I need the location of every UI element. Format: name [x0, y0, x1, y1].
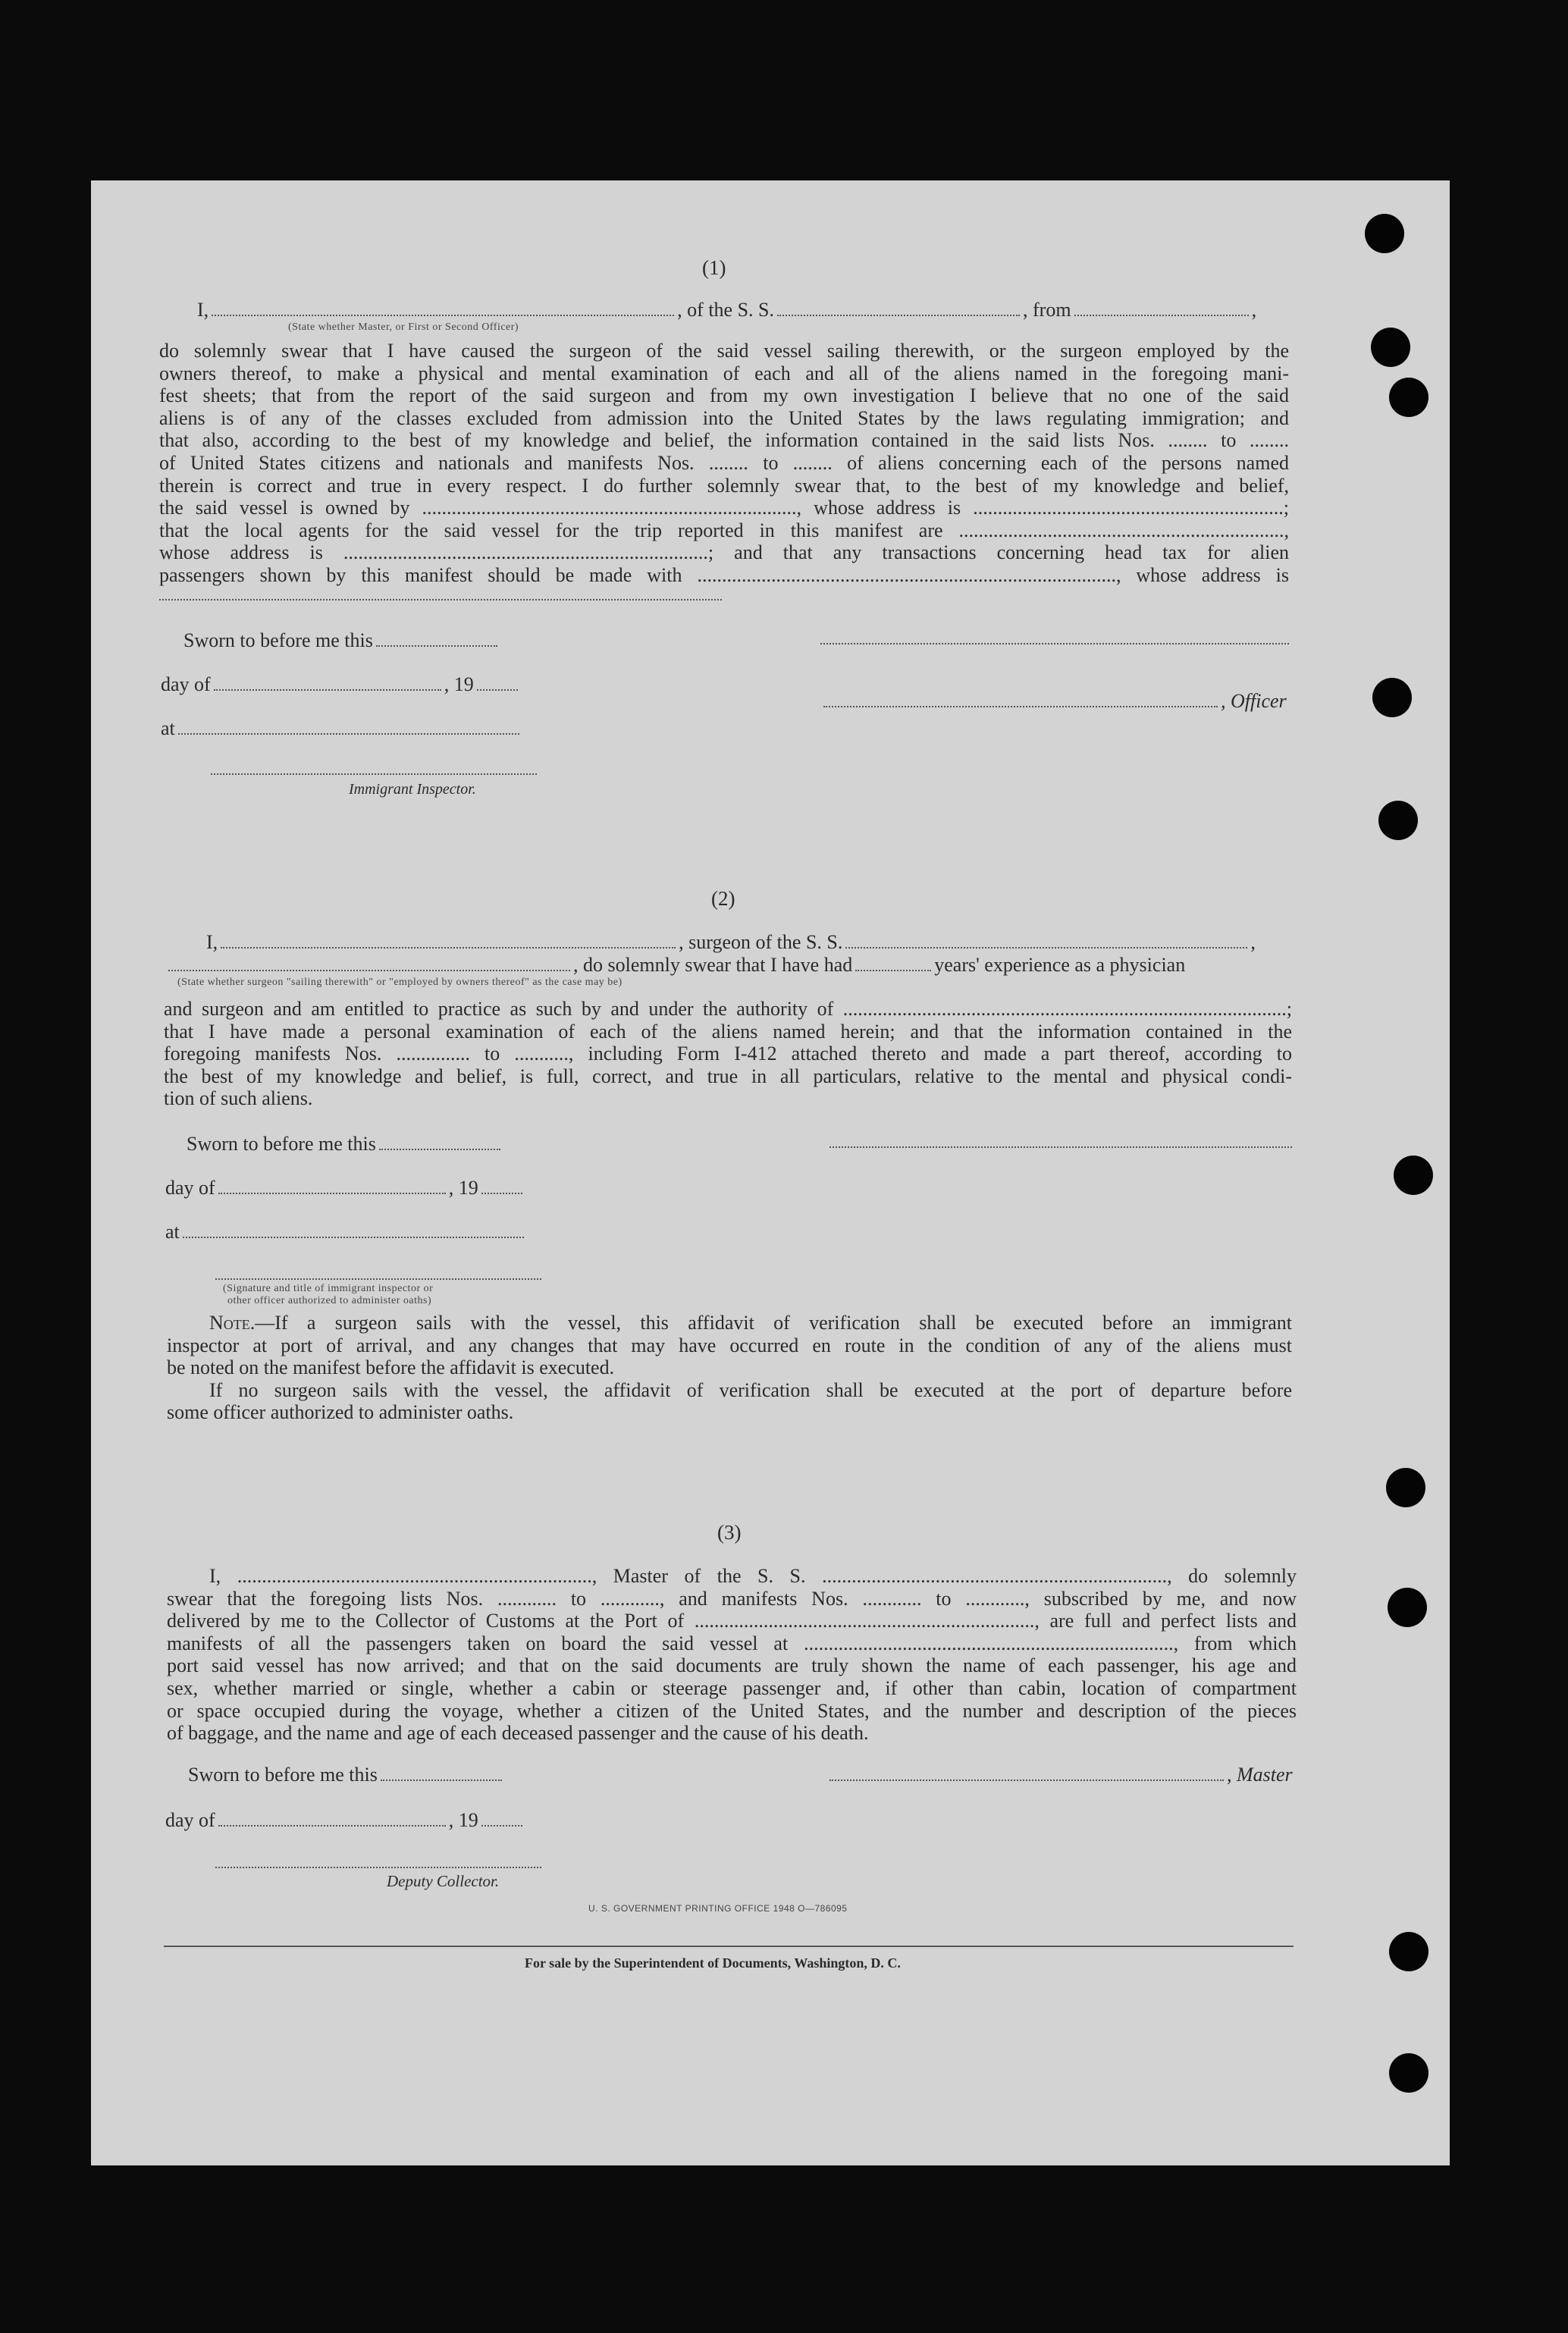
text: Sworn to before me this — [183, 629, 373, 651]
text: , 19 — [448, 1809, 478, 1831]
blank-vessel-name[interactable] — [845, 944, 1247, 949]
sworn-line-2 — [187, 1133, 503, 1156]
master-line — [826, 1764, 1293, 1786]
text: at — [165, 1221, 180, 1243]
body-line: sex, whether married or single, whether a cabin or steerage passenger and, if other than cabin, location of compartment — [167, 1676, 1297, 1699]
sworn-line-3 — [188, 1764, 505, 1786]
body-line: passengers shown by this manifest should be made with ....................................................................................., whose address is — [159, 563, 1289, 586]
officer-signature-blank[interactable] — [820, 643, 1289, 644]
text: , from — [1023, 299, 1071, 321]
blank-sworn-day[interactable] — [379, 1146, 500, 1150]
signature-hint-2: other officer authorized to administer oaths) — [227, 1295, 432, 1306]
surgeon-signature-blank[interactable] — [829, 1146, 1292, 1148]
signature-hint-1: (Signature and title of immigrant inspector or — [223, 1283, 434, 1294]
text: , 19 — [444, 673, 474, 695]
note-label: Note. — [209, 1312, 256, 1334]
body-line: and surgeon and am entitled to practice as such by and under the authority of ..........................................................................................; — [164, 998, 1292, 1020]
note-line: be noted on the manifest before the affidavit is executed. — [167, 1356, 615, 1379]
text: , — [1250, 931, 1256, 953]
text: , Master — [1227, 1764, 1293, 1786]
blank-officer-title[interactable] — [823, 703, 1218, 707]
blank-year[interactable] — [481, 1822, 522, 1827]
blank-surgeon-name[interactable] — [221, 944, 676, 949]
body-line: port said vessel has now arrived; and that on the said documents are truly shown the name of each passenger, his age and — [167, 1654, 1297, 1677]
section-1-first-line — [197, 299, 1289, 321]
note-line: some officer authorized to administer oaths. — [167, 1401, 514, 1424]
text: , — [1251, 299, 1257, 321]
blank-sworn-day[interactable] — [376, 642, 497, 647]
officer-hint: (State whether Master, or First or Second Officer) — [288, 321, 519, 333]
printing-office-imprint: U. S. GOVERNMENT PRINTING OFFICE 1948 O—786095 — [588, 1903, 848, 1914]
blank-master-signature[interactable] — [829, 1776, 1224, 1781]
surgeon-hint: (State whether surgeon "sailing therewith" or "employed by owners thereof" as the case may be) — [177, 977, 622, 988]
body-line: tion of such aliens. — [164, 1087, 313, 1110]
blank-officer-field[interactable] — [212, 312, 674, 316]
blank-month[interactable] — [214, 686, 441, 691]
blank-surgeon-status[interactable] — [168, 967, 570, 971]
body-line: aliens is of any of the classes excluded from admission into the United States by the laws regulating immigration; and — [159, 406, 1289, 429]
note-paragraph — [167, 1312, 1292, 1424]
day-line-1 — [161, 673, 521, 696]
text: I, — [197, 299, 209, 321]
section-2-number: (2) — [711, 887, 735, 910]
text: —If a surgeon sails with the vessel, this affidavit of verification shall be executed before an immigrant — [255, 1312, 1292, 1334]
body-line: fest sheets; that from the report of the said surgeon and from my own investigation I believe that no one of the said — [159, 384, 1289, 407]
section-1-body — [159, 340, 1289, 587]
body-line: delivered by me to the Collector of Customs at the Port of ....................................................................., are full and perfect lists and — [167, 1610, 1297, 1632]
blank-sworn-day[interactable] — [381, 1776, 502, 1781]
text: years' experience as a physician — [934, 954, 1186, 976]
officer-line — [820, 690, 1287, 713]
section-3-number: (3) — [717, 1521, 742, 1544]
blank-year[interactable] — [477, 686, 518, 691]
footer-rule — [164, 1946, 1294, 1947]
body-line: whose address is ..........................................................................; and that any transactions concerning head tax for alien — [159, 541, 1289, 564]
blank-place[interactable] — [183, 1234, 524, 1238]
blank-vessel-field[interactable] — [777, 312, 1020, 316]
body-line: the said vessel is owned by ............................................................................, whose address is ...............................................................; — [159, 497, 1289, 519]
text: , surgeon of the S. S. — [679, 931, 843, 953]
body-line: swear that the foregoing lists Nos. ............ to ............, and manifests Nos. ............ to ............, subscribed by me, and now — [167, 1587, 1297, 1610]
punch-hole — [1386, 1468, 1425, 1507]
sworn-line-1 — [183, 629, 500, 652]
body-line: of United States citizens and nationals and manifests Nos. ........ to ........ of aliens concerning each of the persons named — [159, 451, 1289, 474]
text: Sworn to before me this — [188, 1764, 378, 1786]
blank-from-field[interactable] — [1074, 312, 1249, 316]
sale-notice: For sale by the Superintendent of Documents, Washington, D. C. — [525, 1955, 901, 1971]
section-2-first-line — [206, 931, 1256, 954]
blank-years[interactable] — [855, 967, 931, 971]
collector-label: Deputy Collector. — [387, 1872, 500, 1890]
body-line: owners thereof, to make a physical and mental examination of each and all of the aliens named in the foregoing mani- — [159, 362, 1289, 384]
punch-hole — [1372, 678, 1412, 717]
punch-hole — [1389, 378, 1428, 417]
body-line: therein is correct and true in every respect. I do further solemnly swear that, to the best of my knowledge and belief, — [159, 474, 1289, 497]
text: I, — [206, 931, 218, 953]
text: , do solemnly swear that I have had — [573, 954, 853, 976]
punch-hole — [1389, 2053, 1428, 2093]
body-line: that also, according to the best of my knowledge and belief, the information contained in the said lists Nos. ........ to ........ — [159, 429, 1289, 452]
punch-hole — [1389, 1932, 1428, 1971]
continuation-blank[interactable] — [159, 599, 722, 600]
at-line-2 — [165, 1221, 527, 1243]
section-2-body — [164, 998, 1292, 1110]
day-line-2 — [165, 1177, 525, 1199]
text: day of — [161, 673, 211, 695]
body-line: or space occupied during the voyage, whether a citizen of the United States, and the number and description of the pieces — [167, 1699, 1297, 1722]
body-line: the best of my knowledge and belief, is full, correct, and true in all particulars, relative to the mental and physical condi- — [164, 1065, 1292, 1087]
punch-hole — [1365, 214, 1404, 253]
punch-hole — [1388, 1588, 1427, 1627]
collector-signature-blank[interactable] — [215, 1867, 541, 1868]
inspector-label: Immigrant Inspector. — [349, 781, 476, 798]
administering-officer-signature-blank[interactable] — [215, 1278, 541, 1280]
text: , 19 — [448, 1177, 478, 1199]
day-line-3 — [165, 1809, 525, 1832]
blank-place[interactable] — [178, 730, 519, 735]
blank-month[interactable] — [218, 1190, 446, 1194]
body-line: that I have made a personal examination of each of the aliens named herein; and that the information contained in the — [164, 1020, 1292, 1043]
section-3-body — [167, 1565, 1297, 1745]
body-line: of baggage, and the name and age of each deceased passenger and the cause of his death. — [167, 1722, 869, 1745]
blank-month[interactable] — [218, 1822, 446, 1827]
body-line: do solemnly swear that I have caused the surgeon of the said vessel sailing therewith, or the surgeon employed by the — [159, 340, 1289, 362]
note-line: If no surgeon sails with the vessel, the affidavit of verification shall be executed at the port of departure before — [209, 1378, 1292, 1401]
punch-hole — [1394, 1156, 1433, 1195]
blank-year[interactable] — [481, 1190, 522, 1194]
punch-hole — [1371, 328, 1410, 367]
body-line: that the local agents for the said vessel for the trip reported in this manifest are .................................................................., — [159, 519, 1289, 541]
text: at — [161, 717, 175, 739]
text: day of — [165, 1177, 215, 1199]
inspector-signature-blank[interactable] — [211, 773, 537, 775]
body-line: I, ........................................................................, Master of the S. S. ......................................................................, do solemnly — [209, 1565, 1297, 1587]
note-line: inspector at port of arrival, and any changes that may have occurred en route in the condition of any of the aliens must — [167, 1334, 1292, 1356]
text: , of the S. S. — [677, 299, 775, 321]
note-first-line — [167, 1312, 1292, 1334]
body-line: manifests of all the passengers taken on board the said vessel at ..........................................................................., from which — [167, 1632, 1297, 1654]
text: day of — [165, 1809, 215, 1831]
text: Sworn to before me this — [187, 1133, 376, 1155]
text: , Officer — [1221, 690, 1287, 712]
section-2-second-line — [165, 954, 1185, 977]
at-line-1 — [161, 717, 522, 740]
body-line: foregoing manifests Nos. ............... to ..........., including Form I-412 attached thereto and made a part thereof, according to — [164, 1043, 1292, 1065]
section-1-number: (1) — [702, 256, 726, 279]
punch-hole — [1378, 801, 1418, 840]
